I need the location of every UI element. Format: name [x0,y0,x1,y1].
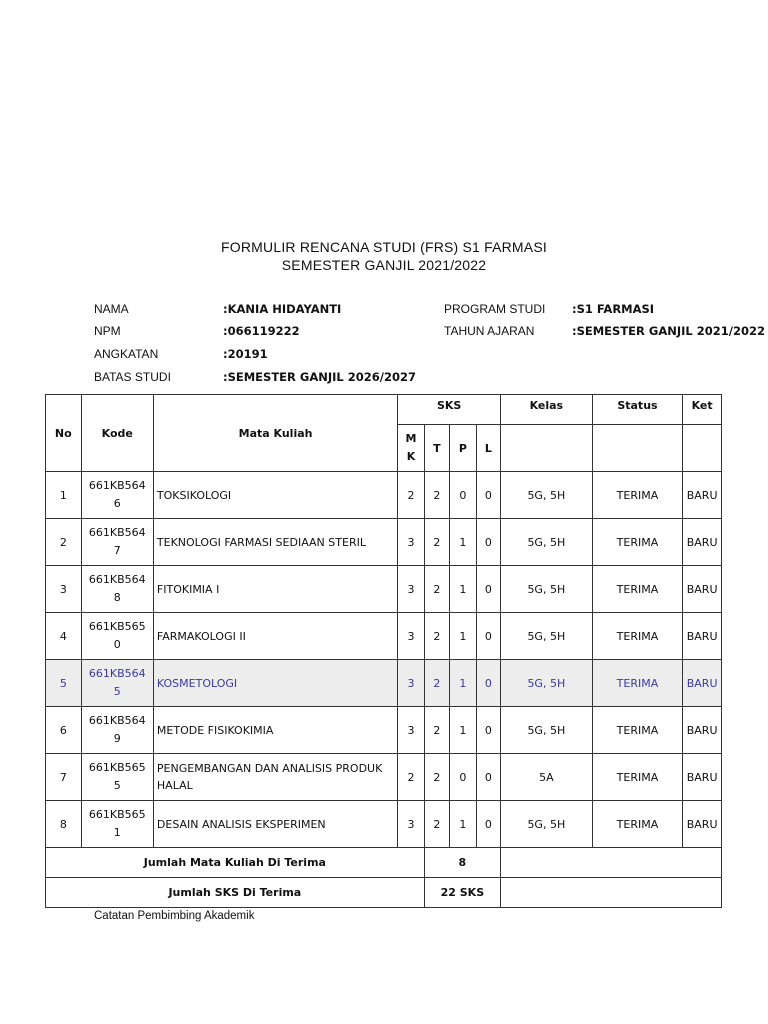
table-row-highlighted [46,660,722,707]
row-no: 1 [46,472,82,519]
row-kode-line2: 7 [113,544,121,557]
row-kode-line1: 661KB564 [88,667,146,680]
tahun-ajaran-value: :SEMESTER GANJIL 2021/2022 [572,324,765,338]
row-sks-t: 2 [424,660,449,707]
table-row [46,566,722,613]
batas-studi-value: :SEMESTER GANJIL 2026/2027 [223,370,416,384]
header-kode: Kode [81,395,153,472]
jumlah-sks-value: 22 SKS [424,878,500,908]
row-sks-p: 0 [450,472,476,519]
row-sks-p: 1 [450,707,476,754]
row-sks-p: 1 [450,660,476,707]
table-row [46,613,722,660]
row-ket: BARU [683,660,722,707]
row-status: TERIMA [592,801,683,848]
header-mk-line2: K [406,450,416,463]
row-kelas: 5G, 5H [501,707,593,754]
row-kode [81,472,153,519]
angkatan-value: :20191 [223,347,268,361]
row-no: 5 [46,660,82,707]
row-sks-l: 0 [476,472,500,519]
row-mata-kuliah: FARMAKOLOGI II [153,613,397,660]
row-sks-t: 2 [424,707,449,754]
row-kode [81,801,153,848]
row-sks-mk: 3 [398,566,424,613]
row-ket: BARU [683,613,722,660]
row-sks-p: 0 [450,754,476,801]
row-sks-p: 1 [450,519,476,566]
row-no: 6 [46,707,82,754]
row-kode [81,754,153,801]
row-sks-p: 1 [450,566,476,613]
jumlah-sks-label: Jumlah SKS Di Terima [46,878,425,908]
row-sks-t: 2 [424,613,449,660]
jumlah-sks-blank [501,878,722,908]
course-table [45,394,722,908]
table-row [46,801,722,848]
row-sks-t: 2 [424,801,449,848]
row-kelas: 5A [501,754,593,801]
row-mata-kuliah: KOSMETOLOGI [153,660,397,707]
npm-value: :066119222 [223,324,300,338]
row-mata-kuliah: METODE FISIKOKIMIA [153,707,397,754]
row-no: 8 [46,801,82,848]
npm-label: NPM [94,324,121,338]
row-sks-l: 0 [476,660,500,707]
row-no: 3 [46,566,82,613]
header-ket-blank [683,425,722,472]
header-mk-line1: M [405,432,417,445]
header-kelas: Kelas [501,395,593,425]
header-l: L [476,425,500,472]
row-kode-line2: 5 [113,779,121,792]
row-sks-mk: 3 [398,613,424,660]
row-sks-l: 0 [476,707,500,754]
header-status: Status [592,395,683,425]
row-ket: BARU [683,566,722,613]
row-no: 7 [46,754,82,801]
row-status: TERIMA [592,754,683,801]
form-subtitle: SEMESTER GANJIL 2021/2022 [281,257,487,273]
row-kelas: 5G, 5H [501,660,593,707]
header-status-blank [592,425,683,472]
header-ket: Ket [683,395,722,425]
row-kode-line2: 9 [113,732,121,745]
row-kode-line1: 661KB565 [88,761,146,774]
table-row [46,519,722,566]
row-kode [81,566,153,613]
jumlah-mk-value: 8 [424,848,500,878]
row-sks-mk: 3 [398,707,424,754]
row-kelas: 5G, 5H [501,613,593,660]
nama-label: NAMA [94,302,129,316]
table-row [46,472,722,519]
row-sks-l: 0 [476,566,500,613]
row-no: 4 [46,613,82,660]
program-studi-label: PROGRAM STUDI [444,302,546,316]
row-sks-l: 0 [476,519,500,566]
row-ket: BARU [683,519,722,566]
row-status: TERIMA [592,707,683,754]
angkatan-label: ANGKATAN [94,347,159,361]
header-t: T [424,425,449,472]
row-kode [81,519,153,566]
row-kode-line1: 661KB564 [88,714,146,727]
row-sks-l: 0 [476,801,500,848]
row-sks-t: 2 [424,472,449,519]
row-mata-kuliah: FITOKIMIA I [153,566,397,613]
row-kode-line1: 661KB564 [88,573,146,586]
row-mata-kuliah: PENGEMBANGAN DAN ANALISIS PRODUK HALAL [153,754,397,801]
header-kelas-blank [501,425,593,472]
row-status: TERIMA [592,472,683,519]
row-sks-t: 2 [424,566,449,613]
row-sks-mk: 2 [398,754,424,801]
row-kode [81,660,153,707]
row-sks-p: 1 [450,801,476,848]
row-kelas: 5G, 5H [501,566,593,613]
nama-value: :KANIA HIDAYANTI [223,302,342,316]
row-sks-t: 2 [424,519,449,566]
row-kode [81,707,153,754]
row-kelas: 5G, 5H [501,801,593,848]
row-status: TERIMA [592,660,683,707]
row-kode-line1: 661KB565 [88,620,146,633]
jumlah-mk-label: Jumlah Mata Kuliah Di Terima [46,848,425,878]
row-kode-line1: 661KB564 [88,479,146,492]
row-status: TERIMA [592,613,683,660]
row-ket: BARU [683,472,722,519]
row-sks-mk: 3 [398,660,424,707]
row-ket: BARU [683,707,722,754]
row-sks-l: 0 [476,613,500,660]
row-sks-p: 1 [450,613,476,660]
row-kode-line2: 1 [113,826,121,839]
row-kelas: 5G, 5H [501,519,593,566]
header-mk [398,425,424,472]
header-no: No [46,395,82,472]
row-ket: BARU [683,754,722,801]
row-status: TERIMA [592,519,683,566]
row-no: 2 [46,519,82,566]
row-kode-line2: 5 [113,685,121,698]
form-title: FORMULIR RENCANA STUDI (FRS) S1 FARMASI [221,239,547,255]
row-kode-line1: 661KB565 [88,808,146,821]
row-kode-line2: 8 [113,591,121,604]
row-sks-mk: 2 [398,472,424,519]
table-row [46,754,722,801]
jumlah-mk-blank [501,848,722,878]
header-sks: SKS [398,395,501,425]
summary-row-sks [46,878,722,908]
row-kode-line1: 661KB564 [88,526,146,539]
row-mata-kuliah: TEKNOLOGI FARMASI SEDIAAN STERIL [153,519,397,566]
row-mata-kuliah: DESAIN ANALISIS EKSPERIMEN [153,801,397,848]
row-status: TERIMA [592,566,683,613]
summary-row-mata-kuliah [46,848,722,878]
header-mata-kuliah: Mata Kuliah [153,395,397,472]
tahun-ajaran-label: TAHUN AJARAN [444,324,535,338]
row-ket: BARU [683,801,722,848]
table-row [46,707,722,754]
row-kode-line2: 0 [113,638,121,651]
header-p: P [450,425,476,472]
program-studi-value: :S1 FARMASI [572,302,655,316]
row-mata-kuliah: TOKSIKOLOGI [153,472,397,519]
batas-studi-label: BATAS STUDI [94,370,171,384]
catatan-pembimbing: Catatan Pembimbing Akademik [94,910,255,922]
row-kelas: 5G, 5H [501,472,593,519]
row-kode-line2: 6 [113,497,121,510]
row-sks-l: 0 [476,754,500,801]
row-sks-mk: 3 [398,519,424,566]
row-sks-t: 2 [424,754,449,801]
row-kode [81,613,153,660]
row-sks-mk: 3 [398,801,424,848]
